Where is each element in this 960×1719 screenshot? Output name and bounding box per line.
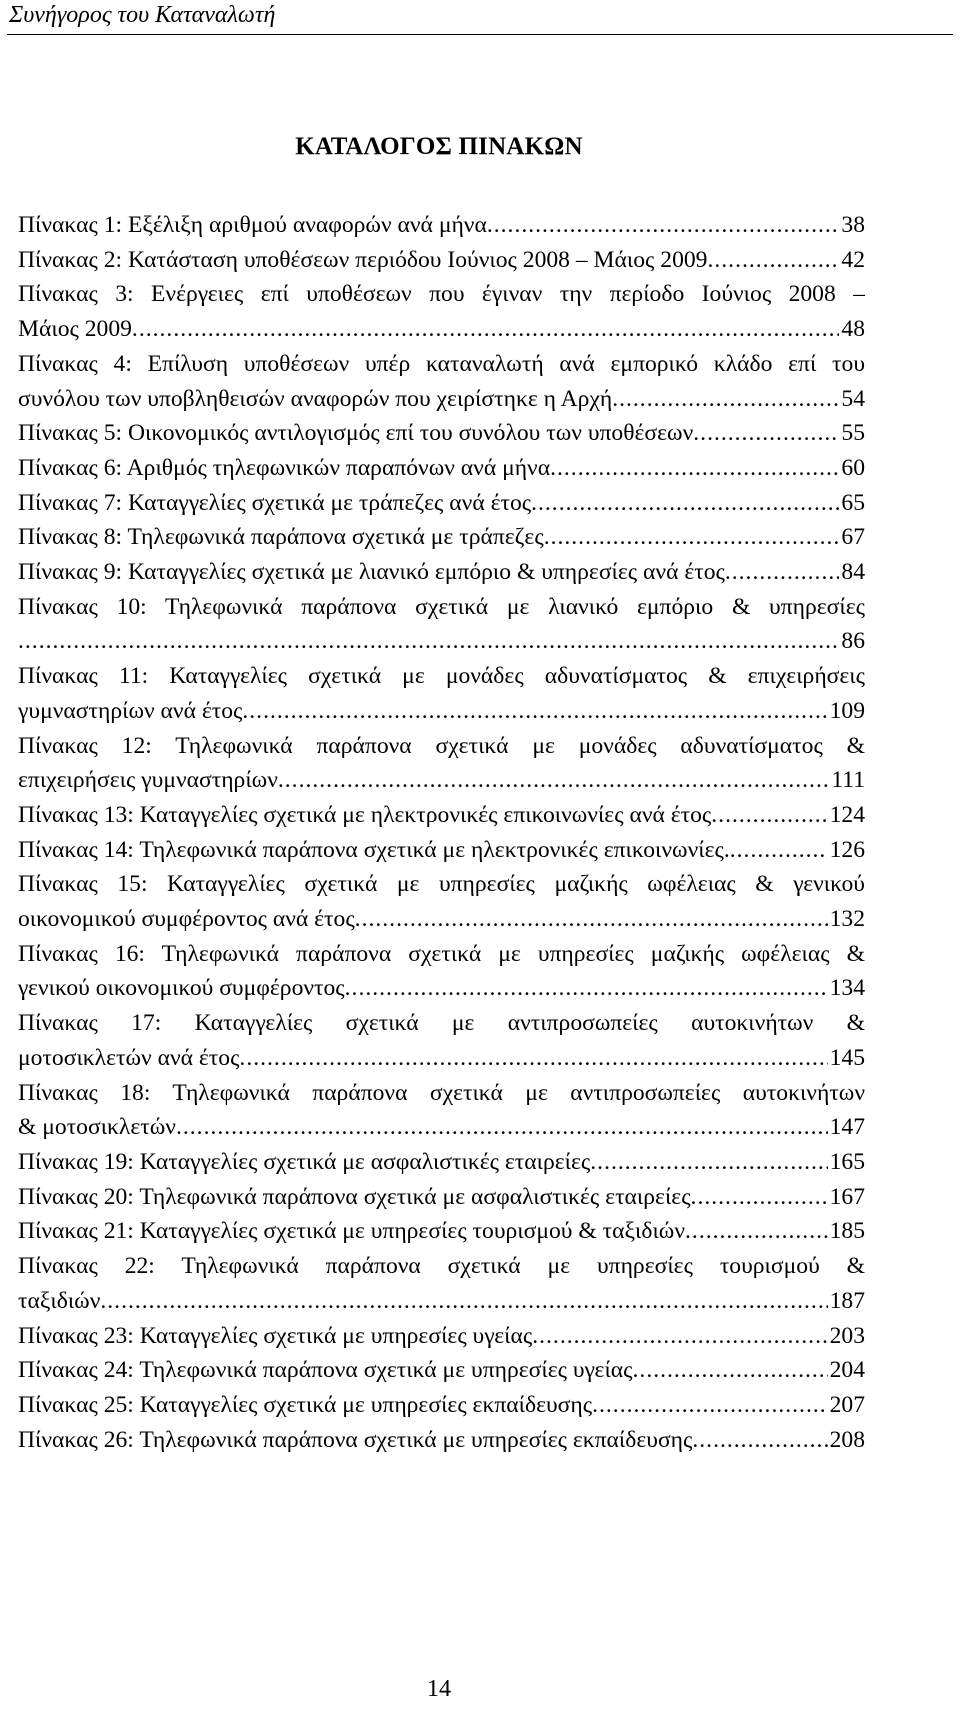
toc-entry-text: Πίνακας 24: Τηλεφωνικά παράπονα σχετικά με υπηρεσίες υγείας	[18, 1357, 633, 1384]
toc-entry-text: Πίνακας 20: Τηλεφωνικά παράπονα σχετικά με ασφαλιστικές εταιρείες	[18, 1183, 691, 1210]
dot-leader	[592, 1388, 828, 1423]
dot-leader	[345, 971, 828, 1006]
toc-entry[interactable]	[18, 520, 865, 555]
toc-page-number: 109	[829, 697, 865, 724]
toc-entry[interactable]	[18, 1423, 865, 1458]
toc-page-number: 124	[829, 801, 865, 828]
toc-page-number: 65	[841, 489, 865, 516]
dot-leader	[691, 1180, 828, 1215]
toc-page-number: 38	[841, 212, 865, 238]
toc-page-number: 126	[829, 836, 865, 863]
dot-leader	[544, 520, 840, 555]
toc-entry[interactable]	[18, 347, 865, 416]
toc-page-number: 42	[841, 246, 865, 273]
toc-page-number: 84	[841, 559, 865, 586]
toc-entry[interactable]	[18, 1145, 865, 1180]
dot-leader	[590, 1145, 827, 1180]
toc-entry[interactable]	[18, 416, 865, 451]
toc-entry[interactable]	[18, 1353, 865, 1388]
toc-entry[interactable]	[18, 1006, 865, 1075]
dot-leader	[725, 555, 840, 590]
toc-entry-text: Πίνακας 23: Καταγγελίες σχετικά με υπηρεσίες υγείας	[18, 1322, 533, 1349]
toc-entry[interactable]	[18, 243, 865, 278]
toc-entry[interactable]	[18, 833, 865, 868]
dot-leader	[532, 1319, 827, 1354]
toc-entry[interactable]	[18, 937, 865, 1006]
toc-page-number: 165	[829, 1148, 865, 1175]
toc-entry-text: επιχειρήσεις γυμναστηρίων	[18, 767, 278, 794]
dot-leader	[278, 763, 829, 798]
toc-entry-text: Πίνακας 13: Καταγγελίες σχετικά με ηλεκτρονικές επικοινωνίες ανά έτος	[18, 801, 712, 828]
toc-entry-text: γυμναστηρίων ανά έτος	[18, 697, 243, 724]
toc-page-number: 54	[841, 385, 865, 412]
toc-entry-text: Πίνακας 10: Τηλεφωνικά παράπονα σχετικά με λιανικό εμπόριο & υπηρεσίες	[18, 593, 865, 620]
toc-entry-text: Πίνακας 7: Καταγγελίες σχετικά με τράπεζες ανά έτος	[18, 489, 532, 516]
dot-leader	[633, 1353, 828, 1388]
toc-entry[interactable]	[18, 451, 865, 486]
toc-entry-text: & μοτοσικλετών	[18, 1114, 176, 1141]
dot-leader	[711, 798, 827, 833]
toc-entry-text: Πίνακας 25: Καταγγελίες σχετικά με υπηρεσίες εκπαίδευσης	[18, 1391, 593, 1418]
toc-page-number: 185	[829, 1218, 865, 1245]
toc-entry-text: ταξιδιών	[18, 1287, 101, 1314]
toc-page-number: 86	[841, 628, 865, 655]
toc-entry[interactable]	[18, 208, 865, 243]
toc-entry[interactable]	[18, 590, 865, 659]
page-title: ΚΑΤΑΛΟΓΟΣ ΠΙΝΑΚΩΝ	[295, 133, 583, 160]
toc-entry-text: Πίνακας 15: Καταγγελίες σχετικά με υπηρεσίες μαζικής ωφέλειας & γενικού	[18, 871, 865, 898]
toc-entry-text: Πίνακας 12: Τηλεφωνικά παράπονα σχετικά με μονάδες αδυνατίσματος &	[18, 732, 865, 759]
toc-entry[interactable]	[18, 555, 865, 590]
toc-entry[interactable]	[18, 277, 865, 346]
toc-entry[interactable]	[18, 1214, 865, 1249]
toc-entry[interactable]	[18, 1249, 865, 1318]
dot-leader	[176, 1110, 828, 1145]
toc-entry-text: Πίνακας 1: Εξέλιξη αριθμού αναφορών ανά μήνα	[18, 212, 487, 238]
toc-entry-text: Πίνακας 22: Τηλεφωνικά παράπονα σχετικά με υπηρεσίες τουρισμού &	[18, 1253, 865, 1280]
toc-entry-text: Πίνακας 26: Τηλεφωνικά παράπονα σχετικά με υπηρεσίες εκπαίδευσης	[18, 1426, 693, 1453]
toc-entry-text: Πίνακας 5: Οικονομικός αντιλογισμός επί του συνόλου των υποθέσεων	[18, 420, 694, 447]
toc-entry-text: Πίνακας 6: Αριθμός τηλεφωνικών παραπόνων ανά μήνα	[18, 454, 551, 481]
dot-leader	[612, 382, 839, 417]
toc-entry-text: Πίνακας 11: Καταγγελίες σχετικά με μονάδες αδυνατίσματος & επιχειρήσεις	[18, 663, 865, 690]
dot-leader	[685, 1214, 828, 1249]
dot-leader	[693, 416, 839, 451]
toc-entry-text: Πίνακας 17: Καταγγελίες σχετικά με αντιπροσωπείες αυτοκινήτων &	[18, 1010, 865, 1037]
dot-leader	[550, 451, 839, 486]
dot-leader	[100, 1284, 827, 1319]
toc-page-number: 207	[829, 1391, 865, 1418]
dot-leader	[355, 902, 828, 937]
toc-page-number: 48	[841, 316, 865, 343]
toc-entry-text: Πίνακας 2: Κατάσταση υποθέσεων περιόδου Ιούνιος 2008 – Μάιος 2009	[18, 246, 708, 273]
toc-page-number: 132	[829, 906, 865, 933]
dot-leader	[239, 1041, 827, 1076]
toc-page-number: 203	[829, 1322, 865, 1349]
toc-page-number: 187	[829, 1287, 865, 1314]
dot-leader	[132, 312, 839, 347]
toc-page-number: 167	[829, 1183, 865, 1210]
toc-page-number: 60	[841, 454, 865, 481]
toc-entry-text: οικονομικού συμφέροντος ανά έτος	[18, 906, 355, 933]
page-number: 14	[427, 1676, 451, 1702]
toc-entry-text: Πίνακας 3: Ενέργειες επί υποθέσεων που έγιναν την περίοδο Ιούνιος 2008 –	[18, 281, 865, 308]
toc-entry[interactable]	[18, 729, 865, 798]
dot-leader	[487, 208, 840, 243]
toc-page-number: 55	[841, 420, 865, 447]
toc-entry[interactable]	[18, 486, 865, 521]
toc-entry[interactable]	[18, 1180, 865, 1215]
dot-leader	[18, 624, 839, 659]
toc-page-number: 147	[829, 1114, 865, 1141]
dot-leader	[707, 243, 839, 278]
toc-entry-text: Πίνακας 21: Καταγγελίες σχετικά με υπηρεσίες τουρισμού & ταξιδιών	[18, 1218, 686, 1245]
toc-entry[interactable]	[18, 798, 865, 833]
toc-entry[interactable]	[18, 659, 865, 728]
running-header	[7, 0, 953, 35]
toc-page-number: 111	[831, 767, 865, 794]
toc-entry-text: Πίνακας 18: Τηλεφωνικά παράπονα σχετικά με αντιπροσωπείες αυτοκινήτων	[18, 1079, 865, 1106]
toc-entry-text: Πίνακας 9: Καταγγελίες σχετικά με λιανικό εμπόριο & υπηρεσίες ανά έτος	[18, 559, 725, 586]
toc-entry[interactable]	[18, 867, 865, 936]
toc-page-number: 204	[829, 1357, 865, 1384]
toc-entry-text: Πίνακας 19: Καταγγελίες σχετικά με ασφαλιστικές εταιρείες	[18, 1148, 591, 1175]
toc-entry-text: συνόλου των υποβληθεισών αναφορών που χειρίστηκε η Αρχή	[18, 385, 613, 412]
toc-page-number: 208	[829, 1426, 865, 1453]
dot-leader	[730, 833, 828, 868]
toc-page-number: 145	[829, 1044, 865, 1071]
dot-leader	[531, 486, 839, 521]
toc-entry-text: Πίνακας 4: Επίλυση υποθέσεων υπέρ καταναλωτή ανά εμπορικό κλάδο επί του	[18, 350, 865, 377]
toc-entry-text: Πίνακας 8: Τηλεφωνικά παράπονα σχετικά με τράπεζες	[18, 524, 544, 551]
table-of-tables	[18, 208, 865, 1457]
dot-leader	[692, 1423, 827, 1458]
toc-entry[interactable]	[18, 1076, 865, 1145]
toc-page-number: 67	[841, 524, 865, 551]
dot-leader	[242, 694, 827, 729]
toc-entry-text: Πίνακας 14: Τηλεφωνικά παράπονα σχετικά με ηλεκτρονικές επικοινωνίες.	[18, 836, 730, 863]
header-title: Συνήγορος του Καταναλωτή	[9, 2, 276, 28]
toc-page-number: 134	[829, 975, 865, 1002]
toc-entry[interactable]	[18, 1388, 865, 1423]
toc-entry-text: μοτοσικλετών ανά έτος	[18, 1044, 240, 1071]
toc-entry[interactable]	[18, 1319, 865, 1354]
toc-entry-text: Πίνακας 16: Τηλεφωνικά παράπονα σχετικά με υπηρεσίες μαζικής ωφέλειας &	[18, 940, 865, 967]
toc-entry-text: γενικού οικονομικού συμφέροντος	[18, 975, 345, 1002]
toc-entry-text: Μάιος 2009	[18, 316, 132, 343]
